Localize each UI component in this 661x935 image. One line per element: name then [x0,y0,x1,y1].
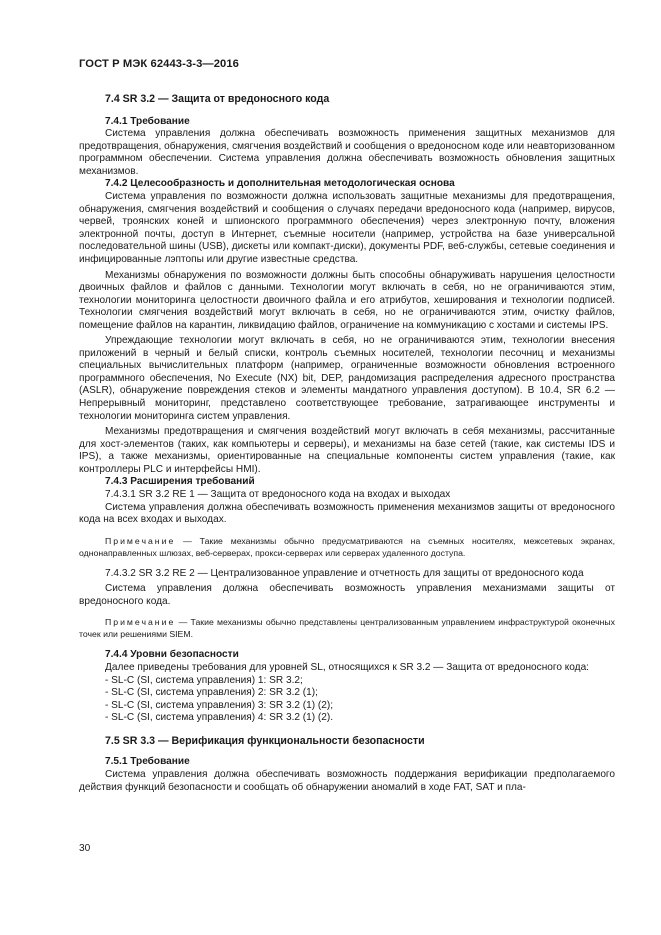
note-2 [79,616,615,640]
document-header: ГОСТ Р МЭК 62443-3-3—2016 [79,58,240,70]
paragraph-7-4-2-3: Упреждающие технологии могут включать в себя, но не ограничиваются этим, технологии внесения приложений в черный и белый списки, контроль съемных носителей, технологии песочниц и механизмы специальных вычислительных платформ (например, ограниченные возможности обновления встроенного программного обеспечения, No Execute (NX) bit, DEP, рандомизация распределения адресного пространства (ASLR), обнаружение повреждения стеков и элементы мандатного управления доступом). В 10.4, SR 6.2 — Непрерывный мониторинг, представлено соответствующее требование, затрагивающее инструменты и технологии мониторинга систем управления. [79,335,615,422]
paragraph-7-4-4: Далее приведены требования для уровней SL, относящихся к SR 3.2 — Защита от вредоносного кода: [105,662,589,674]
paragraph-7-5-1: Система управления должна обеспечивать возможность поддержания верификации предполагаемого действия функций безопасности и сообщать об обнаружении аномалий в ходе FAT, SAT и пла- [79,769,615,793]
note-label: Примечание [105,535,176,546]
subsection-7-4-3-title: 7.4.3 Расширения требований [105,476,255,488]
subsection-7-4-2-title: 7.4.2 Целесообразность и дополнительная методологическая основа [105,178,455,190]
note-1 [79,535,615,559]
section-7-4-title: 7.4 SR 3.2 — Защита от вредоносного кода [105,93,330,105]
paragraph-re1: Система управления должна обеспечивать возможность применения механизмов защиты от вредоносного кода на всех входах и выходах. [79,501,615,526]
subsection-7-4-4-title: 7.4.4 Уровни безопасности [105,649,239,661]
paragraph-7-4-2-4: Механизмы предотвращения и смягчения воздействий могут включать в себя механизмы, рассчитанные для хост-элементов (таких, как компьютеры и серверы), и механизмы на базе сетей (такие, как системы IDS и IPS), а также механизмы, ориентированные на специальные компоненты систем управления (такие, как контроллеры PLC и интерфейсы HMI). [79,426,615,475]
page-number: 30 [79,843,91,854]
paragraph-7-4-2-2: Механизмы обнаружения по возможности должны быть способны обнаруживать нарушения целостности двоичных файлов и файлов с данными. Технологии могут включать в себя, но не ограничиваются этим, технологии мониторинга целостности двоичного файла и его атрибутов, хеширования и технологии подписей. Технологии смягчения воздействий могут включать в себя, но не ограничиваются этим, очистку файлов, помещение файлов на карантин, ликвидацию файлов, ограничение на коммуникацию с хостами и системы IPS. [79,269,615,331]
document-page [79,58,615,794]
list-item: - SL-C (SI, система управления) 4: SR 3.2 (1) (2). [105,712,334,724]
list-item: - SL-C (SI, система управления) 3: SR 3.2 (1) (2); [105,699,334,711]
section-7-5-title: 7.5 SR 3.3 — Верификация функциональности безопасности [105,734,425,747]
paragraph-7-4-1: Система управления должна обеспечивать возможность применения защитных механизмов для предотвращения, обнаружения, смягчения воздействий и сообщения о вредоносном коде или неавторизованном программном обеспечении. Система управления должна обеспечивать возможность обновления защитных механизмов. [79,128,615,177]
subsection-7-4-1-title: 7.4.1 Требование [105,115,190,127]
paragraph-7-4-2-1: Система управления по возможности должна использовать защитные механизмы для предотвращения, обнаружения, смягчения воздействий и сообщения о случаях передачи вредоносного кода (например, вирусов, червей, троянских коней и шпионского программного обеспечения) через электронную почту, вложения электронной почты, доступ в Интернет, съемные носители (например, устройства на базе универсальной последовательной шины (USB), дискеты или компакт-диски), документы PDF, веб-службы, сетевые соединения и инфицированные лэптопы или другие известные средства. [79,191,615,266]
list-item: - SL-C (SI, система управления) 1: SR 3.2; [105,674,303,686]
subsection-7-5-1-title: 7.5.1 Требование [105,756,190,768]
note-text: — Такие механизмы обычно предусматриваются на съемных носителях, межсетевых экранах, однонаправленных шлюзах, веб-серверах, прокси-серверах или серверах удаленного доступа. [79,535,615,558]
note-label: Примечание [105,617,176,628]
requirement-re2-title: 7.4.3.2 SR 3.2 RE 2 — Централизованное управление и отчетность для защиты от вредоносного кода [105,567,584,579]
requirement-re1-title: 7.4.3.1 SR 3.2 RE 1 — Защита от вредоносного кода на входах и выходах [105,489,451,501]
paragraph-re2: Система управления должна обеспечивать возможность управления механизмами защиты от вредоносного кода. [79,583,615,607]
note-text: — Такие механизмы обычно представлены централизованным управлением инфраструктурой оконечных точек или решениями SIEM. [79,617,615,640]
list-item: - SL-C (SI, система управления) 2: SR 3.2 (1); [105,687,318,699]
